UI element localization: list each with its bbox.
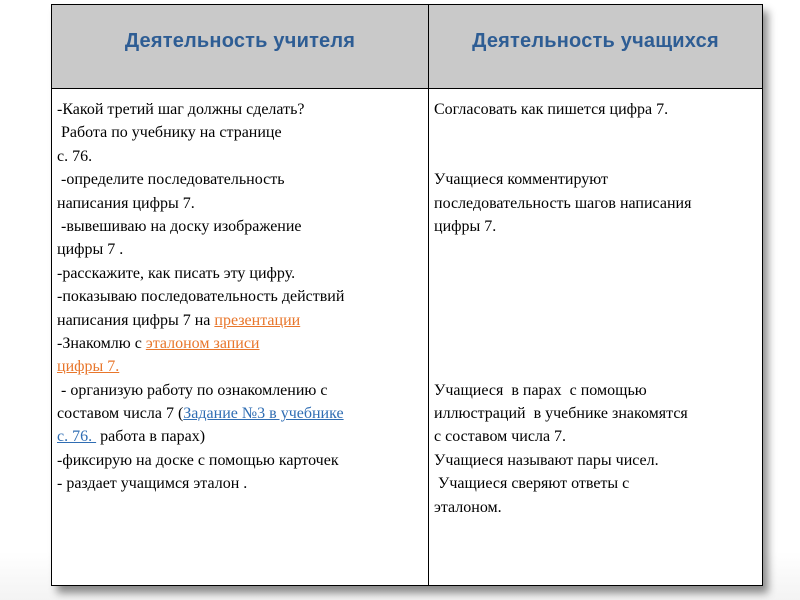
students-activity-cell [429, 89, 763, 586]
blank-line [434, 285, 758, 308]
teacher-activity-lines [52, 89, 428, 496]
blank-line [434, 309, 758, 332]
teacher-line: с. 76. [57, 147, 93, 165]
teacher-line-text: написания цифры 7 на [57, 311, 215, 329]
students-line: Учащиеся называют пары чисел. [434, 451, 659, 469]
teacher-line-text: -Знакомлю с [57, 334, 146, 352]
teacher-line: цифры 7 . [57, 241, 124, 259]
teacher-line: -расскажите, как писать эту цифру. [57, 264, 296, 282]
teacher-line-standard [57, 332, 424, 355]
blank-line [434, 238, 758, 261]
students-line: Учащиеся комментируют [434, 171, 608, 189]
teacher-line: - раздает учащимся эталон . [57, 475, 248, 493]
header-students-activity: Деятельность учащихся [472, 30, 719, 52]
teacher-line: -Какой третий шаг должны сделать? [57, 101, 305, 118]
teacher-line: -вывешиваю на доску изображение [57, 217, 302, 235]
table-body-row [52, 89, 763, 586]
blank-line [434, 355, 758, 378]
teacher-line-text: работа в парах) [96, 428, 206, 446]
textbook-task-link[interactable]: Задание №3 в учебнике [183, 405, 344, 423]
students-line: с составом числа 7. [434, 428, 567, 446]
students-line: эталоном. [434, 498, 502, 516]
teacher-line: -фиксирую на доске с помощью карточек [57, 451, 339, 469]
blank-line [434, 332, 758, 355]
header-cell-students [429, 5, 763, 89]
teacher-line-text: составом числа 7 ( [57, 405, 184, 423]
blank-line [434, 121, 758, 144]
students-line: Учащиеся сверяют ответы с [434, 475, 630, 493]
teacher-activity-cell [52, 89, 429, 586]
digit-seven-link[interactable]: цифры 7. [57, 358, 120, 376]
teacher-line-page [57, 425, 424, 448]
teacher-line-presentation [57, 309, 424, 332]
students-line: последовательность шагов написания [434, 194, 692, 212]
blank-line [434, 262, 758, 285]
students-activity-lines [429, 89, 762, 519]
students-line: Учащиеся в парах с помощью [434, 381, 647, 399]
standard-notation-link[interactable]: эталоном записи [145, 334, 260, 352]
teacher-line-task [57, 402, 424, 425]
textbook-page-link[interactable]: с. 76. [57, 428, 97, 446]
students-line: Согласовать как пишется цифра 7. [434, 101, 669, 118]
teacher-line: -показываю последовательность действий [57, 288, 345, 306]
activity-table-container [51, 4, 762, 586]
teacher-line: написания цифры 7. [57, 194, 195, 212]
activity-table [51, 4, 763, 586]
blank-line [434, 145, 758, 168]
teacher-line: -определите последовательность [57, 171, 285, 189]
teacher-line: Работа по учебнику на странице [57, 124, 282, 142]
students-line: цифры 7. [434, 217, 497, 235]
students-line: иллюстраций в учебнике знакомятся [434, 405, 688, 423]
teacher-line-digit [57, 355, 424, 378]
header-teacher-activity: Деятельность учителя [124, 30, 356, 52]
presentation-link[interactable]: презентации [214, 311, 301, 329]
table-header-row [52, 5, 763, 89]
teacher-line: - организую работу по ознакомлению с [57, 381, 328, 399]
header-cell-teacher [52, 5, 429, 89]
